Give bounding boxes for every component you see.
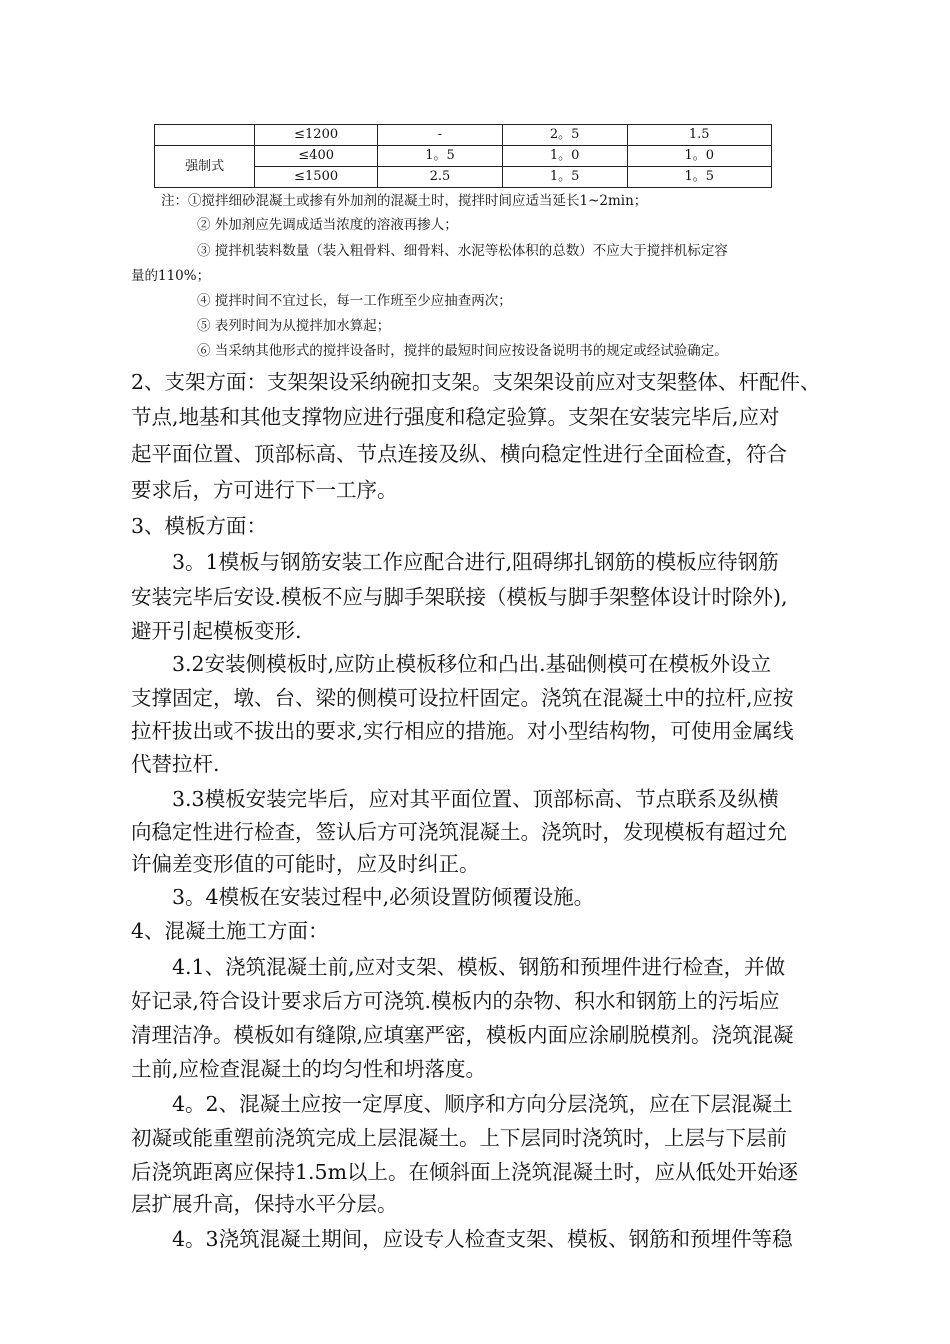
body-text-line: 3.2安装侧模板时,应防止模板移位和凸出.基础侧模可在模板外设立 — [172, 652, 772, 676]
body-text-line: 代替拉杆. — [131, 752, 220, 776]
body-text-line: 安装完毕后安设.模板不应与脚手架联接（模板与脚手架整体设计时除外), — [131, 585, 788, 609]
body-text-line: 好记录,符合设计要求后方可浇筑.模板内的杂物、积水和钢筋上的污垢应 — [131, 989, 780, 1013]
table-cell: ≤1500 — [255, 167, 378, 188]
body-text-line: 避开引起模板变形. — [131, 619, 302, 643]
table-cell: 1。0 — [627, 146, 771, 167]
table-cell: 2。5 — [502, 125, 627, 146]
body-text-line: 3。1模板与钢筋安装工作应配合进行,阻碍绑扎钢筋的模板应待钢筋 — [172, 550, 779, 574]
body-text-line: 土前,应检查混凝土的均匀性和坍落度。 — [131, 1057, 487, 1081]
table-note: ③ 搅拌机装料数量（装入粗骨料、细骨料、水泥等松体积的总数）不应大于搅拌机标定容 — [197, 243, 728, 259]
body-text-line: 4。3浇筑混凝土期间，应设专人检查支架、模板、钢筋和预埋件等稳 — [172, 1227, 793, 1251]
mixing-time-table — [154, 124, 772, 188]
table-cell: 1。0 — [502, 146, 627, 167]
body-text-line: 起平面位置、顶部标高、节点连接及纵、横向稳定性进行全面检查，符合 — [131, 442, 787, 466]
mixer-type-cell: 强制式 — [155, 146, 255, 188]
table-note: ④ 搅拌时间不宜过长，每一工作班至少应抽查两次； — [197, 293, 512, 309]
body-text-line: 清理洁净。模板如有缝隙,应填塞严密，模板内面应涂刷脱模剂。浇筑混凝 — [131, 1023, 794, 1047]
table-note: ② 外加剂应先调成适当浓度的溶液再掺人； — [197, 217, 458, 233]
body-text-line: 3。4模板在安装过程中,必须设置防倾覆设施。 — [172, 885, 595, 909]
body-text-line: 向稳定性进行检查，签认后方可浇筑混凝土。浇筑时，发现模板有超过允 — [131, 820, 787, 844]
section-heading: 3、模板方面： — [131, 514, 268, 538]
table-cell: - — [378, 125, 503, 146]
table-cell: ≤1200 — [255, 125, 378, 146]
body-text-line: 后浇筑距离应保持1.5m以上。在倾斜面上浇筑混凝土时，应从低处开始逐 — [131, 1160, 799, 1184]
body-text-line: 4.1、浇筑混凝土前,应对支架、模板、钢筋和预埋件进行检查，并做 — [172, 955, 786, 979]
body-text-line: 4。2、混凝土应按一定厚度、顺序和方向分层浇筑，应在下层混凝土 — [172, 1092, 793, 1116]
table-cell: ≤400 — [255, 146, 378, 167]
table-cell: 1.5 — [627, 125, 771, 146]
body-text-line: 支撑固定，墩、台、梁的侧模可设拉杆固定。浇筑在混凝土中的拉杆,应按 — [131, 686, 794, 710]
table-cell: 1。5 — [627, 167, 771, 188]
table-cell: 1。5 — [378, 146, 503, 167]
table-note: ⑤ 表列时间为从搅拌加水算起； — [197, 318, 391, 334]
table-cell: 1。5 — [502, 167, 627, 188]
section-heading: 4、混凝土施工方面： — [131, 919, 329, 943]
body-text-line: 拉杆拔出或不拔出的要求,实行相应的措施。对小型结构物，可使用金属线 — [131, 719, 794, 743]
body-text-line: 2、支架方面：支架架设采纳碗扣支架。支架架设前应对支架整体、杆配件、 — [131, 370, 821, 394]
body-text-line: 许偏差变形值的可能时，应及时纠正。 — [131, 852, 480, 876]
table-row — [155, 125, 772, 146]
body-text-line: 要求后，方可进行下一工序。 — [131, 478, 398, 502]
body-text-line: 节点,地基和其他支撑物应进行强度和稳定验算。支架在安装完毕后,应对 — [131, 405, 780, 429]
table-cell: 2.5 — [378, 167, 503, 188]
table-note: 量的110%； — [131, 268, 211, 284]
body-text-line: 初凝或能重塑前浇筑完成上层混凝土。上下层同时浇筑时，上层与下层前 — [131, 1126, 787, 1150]
table-note: 注：①搅拌细砂混凝土或掺有外加剂的混凝土时，搅拌时间应适当延长1~2min； — [161, 193, 648, 209]
table-note: ⑥ 当采纳其他形式的搅拌设备时，搅拌的最短时间应按设备说明书的规定或经试验确定。 — [197, 343, 728, 359]
body-text-line: 层扩展升高，保持水平分层。 — [131, 1192, 398, 1216]
body-text-line: 3.3模板安装完毕后，应对其平面位置、顶部标高、节点联系及纵横 — [172, 787, 779, 811]
table-row — [155, 146, 772, 167]
table-cell — [155, 125, 255, 146]
